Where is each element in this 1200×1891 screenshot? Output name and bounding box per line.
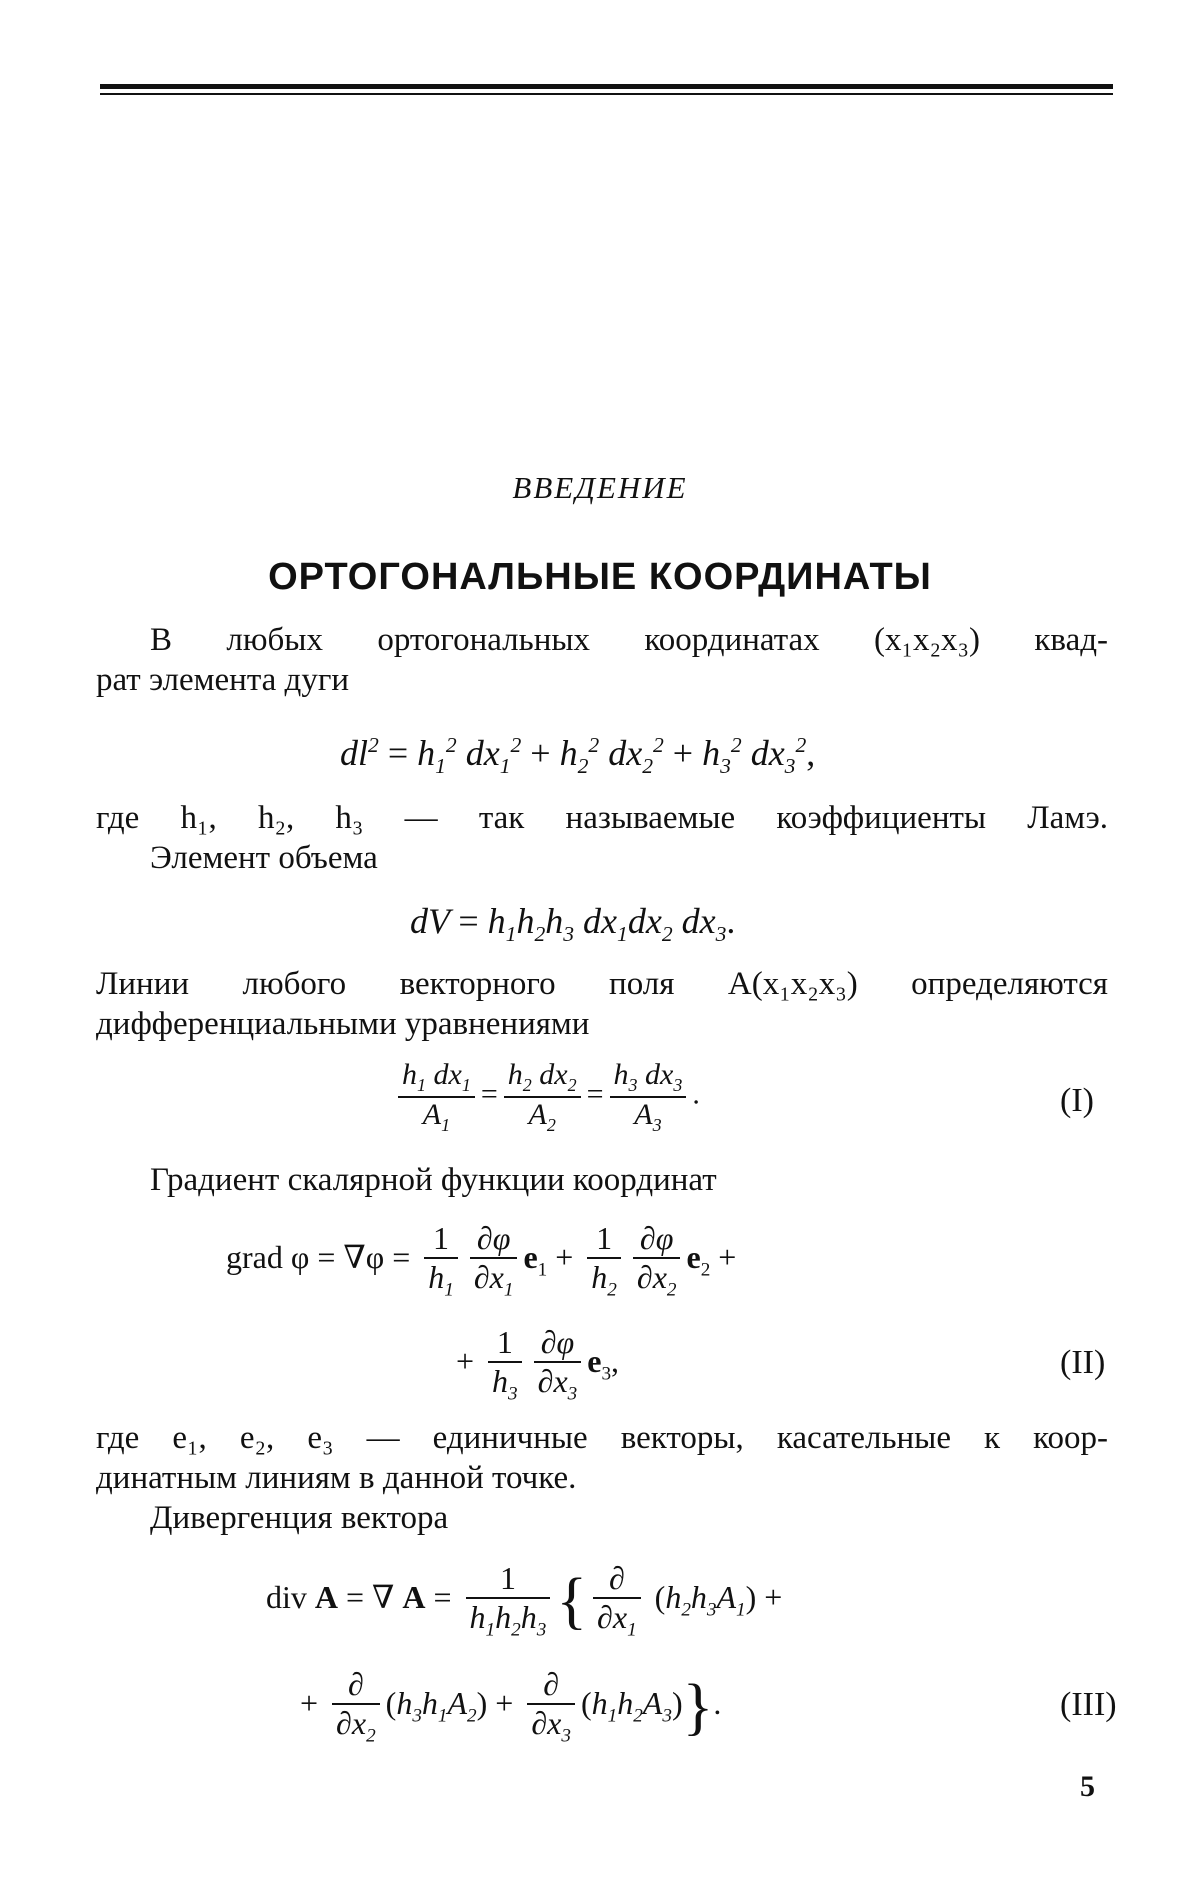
paragraph-line: Дивергенция вектора	[150, 1500, 449, 1536]
equation-number: (III)	[1060, 1686, 1117, 1723]
page-number: 5	[1080, 1770, 1095, 1803]
paragraph-line: Линии любого векторного поля A(x₁x₂x₃) определяются	[96, 966, 1108, 1002]
paragraph-line: где e₁, e₂, e₃ — единичные векторы, касательные к коор-	[96, 1420, 1108, 1456]
paragraph-line: динатным линиям в данной точке.	[96, 1460, 577, 1496]
paragraph-line: где h₁, h₂, h₃ — так называемые коэффициенты Ламэ.	[96, 800, 1108, 836]
equation-gradient: grad φ = ∇φ = $\frac{1}{h_1}$ $\frac{\partial\varphi}{\partial x_1}$ $e_1$ + $\frac{1}{h_2}$ $\frac{\partial\varphi}{\partial x_2}$ $e_2$ +	[226, 1220, 737, 1301]
equation-field-lines: $\frac{h_1 dx_1}{A_1}$ = $\frac{h_2 dx_2}{A_2}$ = $\frac{h_3 dx_3}{A_3}$ .	[392, 1058, 700, 1135]
equation-gradient-cont: + $\frac{1}{h_3}$ $\frac{\partial\varphi}{\partial x_3}$ $e_3$,	[456, 1324, 620, 1405]
paragraph-line: Градиент скалярной функции координат	[150, 1162, 717, 1198]
equation-volume-element: dV = $h_1h_2h_3$ $dx_1dx_2$ $dx_3$.	[410, 901, 736, 947]
page-title: ОРТОГОНАЛЬНЫЕ КООРДИНАТЫ	[268, 556, 932, 598]
equation-arc-element: $dl^2 = h_1^2$ $dx_1^2 + h_2^2$ $dx_2^2 + h_3^2$ $dx_3^2$,	[340, 733, 816, 779]
equation-divergence: div A = ∇ A = $\frac{1}{h_1h_2h_3}$ { $\frac{\partial}{\partial x_1}$ $(h_2h_3A_1)$ +	[266, 1560, 783, 1641]
paragraph-line: дифференциальными уравнениями	[96, 1006, 590, 1042]
top-rule	[100, 84, 1113, 89]
equation-divergence-cont: + $\frac{\partial}{\partial x_2}$ $(h_3h_1A_2)$ + $\frac{\partial}{\partial x_3}$ $(h_1h_2A_3)$}.	[300, 1666, 722, 1747]
top-rule-thin	[100, 93, 1113, 95]
paragraph-line: Элемент объема	[150, 840, 378, 876]
paragraph-line: В любых ортогональных координатах (x₁x₂x₃) квад-	[150, 622, 1108, 658]
equation-number: (II)	[1060, 1344, 1106, 1381]
section-heading: ВВЕДЕНИЕ	[512, 470, 688, 505]
paragraph-line: рат элемента дуги	[96, 662, 350, 698]
equation-number: (I)	[1060, 1082, 1094, 1119]
